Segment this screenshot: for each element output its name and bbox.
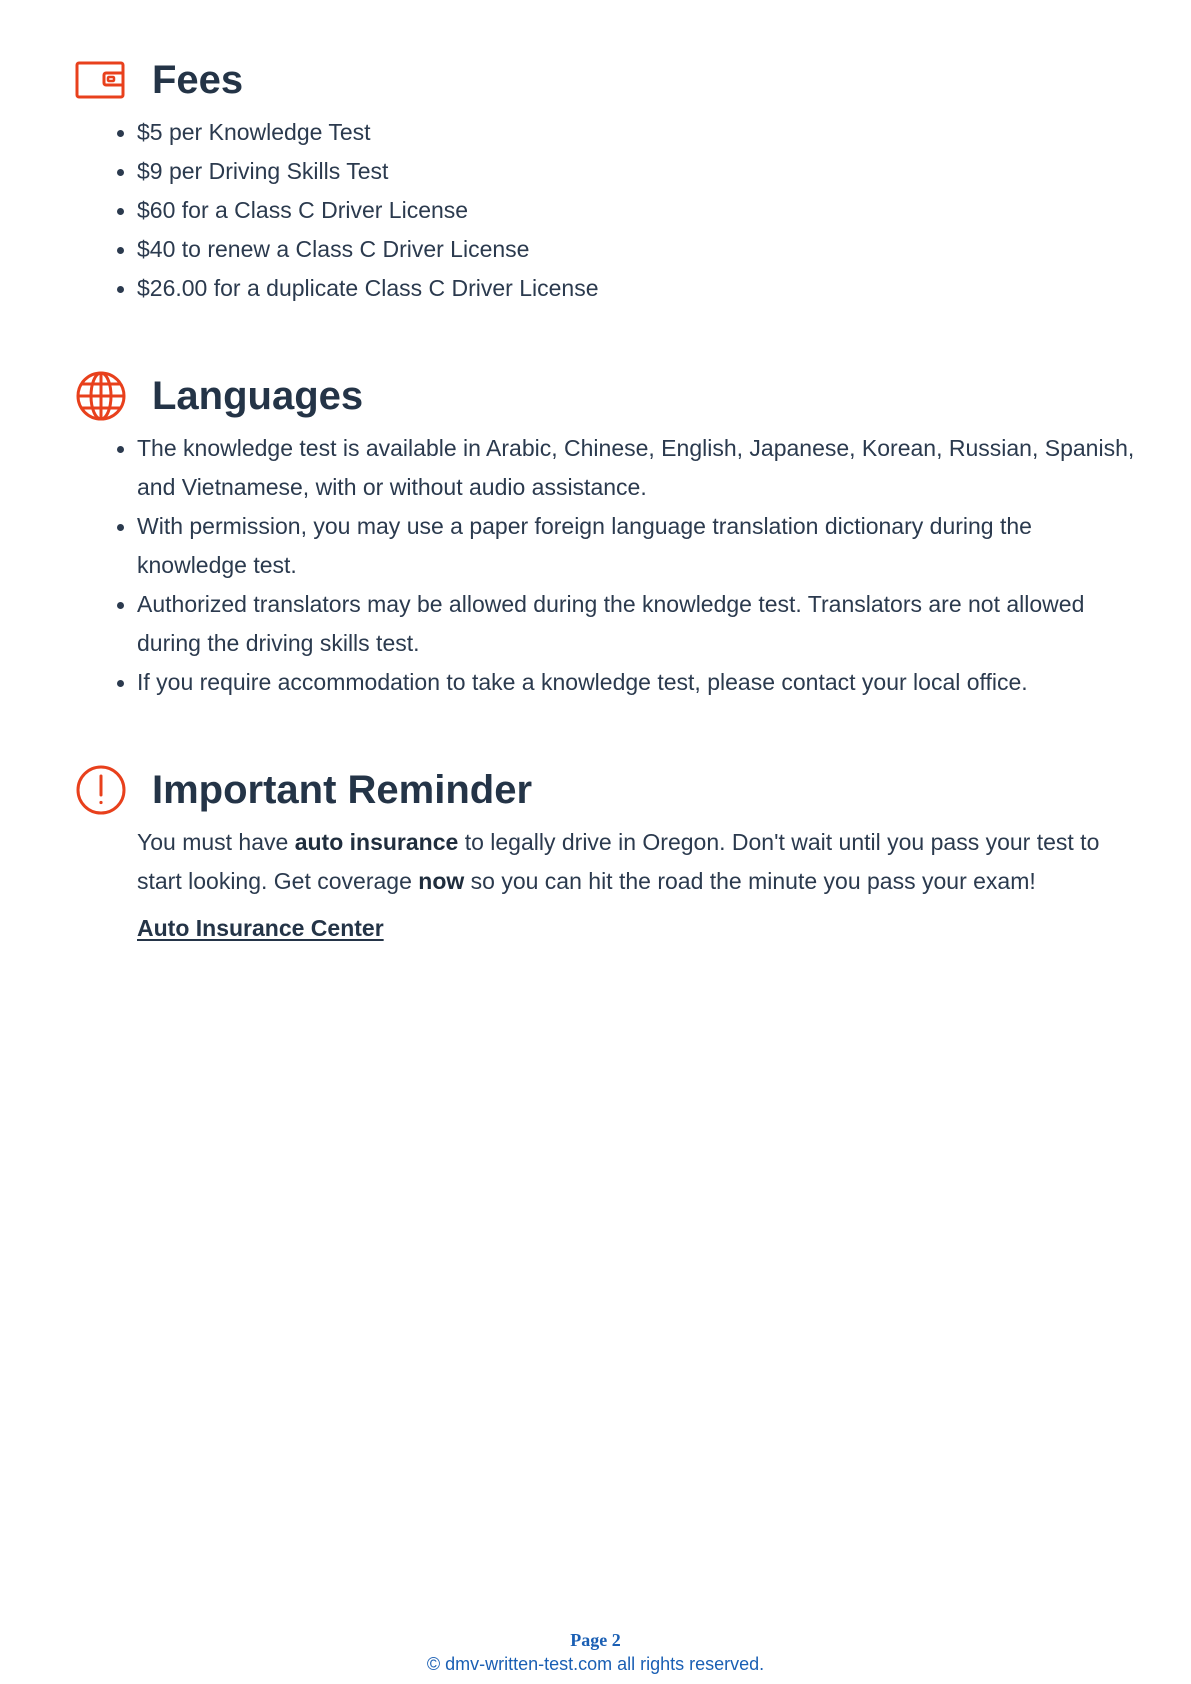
footer-copyright: © dmv-written-test.com all rights reserved. [426,1654,765,1674]
wallet-icon [75,54,127,106]
languages-header [75,368,1135,424]
reminder-header [75,762,1135,818]
reminder-emphasis: auto insurance [294,829,459,855]
list-item: If you require accommodation to take a knowledge test, please contact your local office. [137,663,1135,702]
list-item: With permission, you may use a paper foreign language translation dictionary during the knowledge test. [137,507,1135,585]
fees-title: Fees [152,58,244,102]
reminder-section [75,762,1135,942]
list-item: $9 per Driving Skills Test [137,152,1135,191]
page-number: Page 2 [570,1630,621,1650]
reminder-text-part: to legally drive in Oregon. Don't wait until you pass your test to start looking. Get coverage [137,829,1100,894]
globe-icon [75,370,127,422]
reminder-text-part: so you can hit the road the minute you pass your exam! [464,868,1036,894]
fees-section [75,52,1135,308]
list-item: $40 to renew a Class C Driver License [137,230,1135,269]
reminder-text-part: You must have [137,829,295,855]
languages-title: Languages [152,374,364,418]
list-item: Authorized translators may be allowed during the knowledge test. Translators are not allowed during the driving skills test. [137,585,1135,663]
languages-list [75,429,1135,702]
reminder-emphasis: now [418,868,465,894]
list-item: $60 for a Class C Driver License [137,191,1135,230]
languages-section [75,368,1135,702]
list-item: The knowledge test is available in Arabic, Chinese, English, Japanese, Korean, Russian, Spanish, and Vietnamese, with or without audio assistance. [137,429,1135,507]
list-item: $26.00 for a duplicate Class C Driver License [137,269,1135,308]
reminder-title: Important Reminder [152,768,533,812]
reminder-text [75,823,1135,901]
fees-list [75,113,1135,308]
list-item: $5 per Knowledge Test [137,113,1135,152]
fees-header [75,52,1135,108]
auto-insurance-center-link[interactable]: Auto Insurance Center [137,915,384,941]
alert-circle-icon [75,764,127,816]
